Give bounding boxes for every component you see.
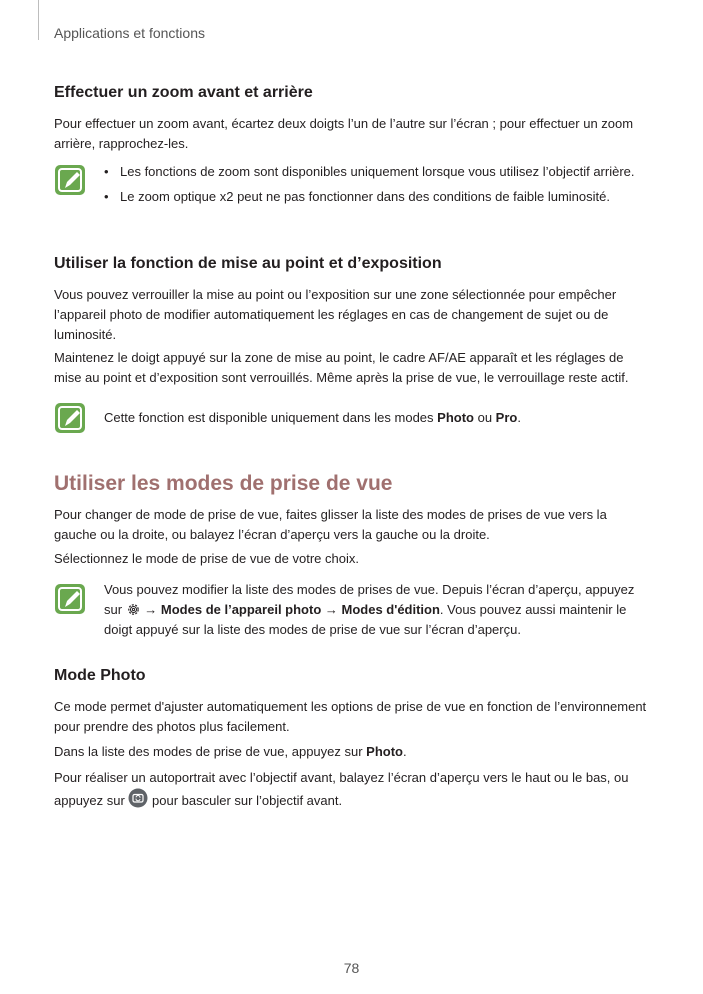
- margin-rule: [38, 0, 39, 40]
- focus-heading: Utiliser la fonction de mise au point et d’exposition: [54, 255, 442, 272]
- running-header: Applications et fonctions: [54, 25, 205, 41]
- focus-body-1: Vous pouvez verrouiller la mise au point ou l’exposition sur une zone sélectionnée pour empêcher l’appareil photo de modifier automatiquement les réglages en cas de changement de sujet ou de luminosité.: [54, 287, 617, 342]
- modes-note-arrow-1: →: [140, 602, 161, 617]
- modes-note-part2: . Vous pouvez aussi maintenir le doigt appuyé sur la liste des modes de prise de vue sur l’écran d’aperçu.: [104, 602, 627, 637]
- photo-mode-body-1: Ce mode permet d'ajuster automatiquement les options de prise de vue en fonction de l’environnement pour prendre des photos plus facilement.: [54, 699, 647, 734]
- photo-mode-body-2-prefix: Dans la liste des modes de prise de vue, appuyez sur: [54, 744, 367, 759]
- photo-mode-body-2-suffix: .: [403, 744, 407, 759]
- modes-note-edit-modes: Modes d'édition: [341, 602, 440, 617]
- focus-note-mode-pro: Pro: [495, 410, 518, 425]
- note-icon: [54, 402, 86, 434]
- list-item: [104, 187, 649, 207]
- note-icon: [54, 164, 86, 196]
- bullet-dot: •: [104, 164, 109, 179]
- zoom-note-2: Le zoom optique x2 peut ne pas fonctionner dans des conditions de faible luminosité.: [120, 189, 610, 204]
- focus-note-mode-photo: Photo: [437, 410, 474, 425]
- settings-gear-icon: [126, 602, 141, 617]
- zoom-notes-list: [104, 162, 649, 212]
- zoom-heading: Effectuer un zoom avant et arrière: [54, 84, 313, 101]
- bullet-dot: •: [104, 189, 109, 204]
- focus-note-prefix: Cette fonction est disponible uniquement dans les modes: [104, 410, 438, 425]
- photo-mode-body-3: [54, 768, 649, 811]
- focus-body-2: Maintenez le doigt appuyé sur la zone de mise au point, le cadre AF/AE apparaît et les réglages de mise au point et d’exposition sont verrouillés. Même après la prise de vue, le verrouillage reste actif.: [54, 350, 629, 385]
- note-icon: [54, 583, 86, 615]
- page-number: 78: [343, 960, 360, 976]
- modes-body-1: Pour changer de mode de prise de vue, faites glisser la liste des modes de prises de vue vers la gauche ou la droite, ou balayez l’écran d’aperçu vers la gauche ou la droite.: [54, 507, 607, 542]
- switch-camera-icon: [128, 788, 148, 808]
- modes-note-arrow-2: →: [321, 602, 342, 617]
- focus-note-suffix: .: [517, 410, 521, 425]
- photo-mode-body-3-prefix: Pour réaliser un autoportrait avec l’objectif avant, balayez l’écran d’aperçu vers le haut ou le bas, ou appuyez sur: [54, 770, 629, 808]
- modes-note-camera-modes: Modes de l’appareil photo: [160, 602, 322, 617]
- list-item: [104, 162, 649, 182]
- photo-mode-heading: Mode Photo: [54, 667, 146, 684]
- focus-note-mid: ou: [473, 410, 496, 425]
- photo-mode-body-3-suffix: pour basculer sur l’objectif avant.: [148, 793, 343, 808]
- modes-note-part1: Vous pouvez modifier la liste des modes de prises de vue. Depuis l’écran d’aperçu, appuyez sur: [104, 582, 635, 617]
- photo-mode-body-2: [54, 742, 649, 762]
- photo-mode-body-2-photo: Photo: [366, 744, 403, 759]
- focus-note: [104, 408, 649, 428]
- zoom-note-1: Les fonctions de zoom sont disponibles uniquement lorsque vous utilisez l’objectif arrière.: [120, 164, 635, 179]
- modes-note: [104, 580, 649, 640]
- modes-heading: Utiliser les modes de prise de vue: [54, 472, 393, 495]
- zoom-body: Pour effectuer un zoom avant, écartez deux doigts l’un de l’autre sur l’écran ; pour effectuer un zoom arrière, rapprochez-les.: [54, 116, 634, 151]
- modes-body-2: Sélectionnez le mode de prise de vue de votre choix.: [54, 551, 359, 566]
